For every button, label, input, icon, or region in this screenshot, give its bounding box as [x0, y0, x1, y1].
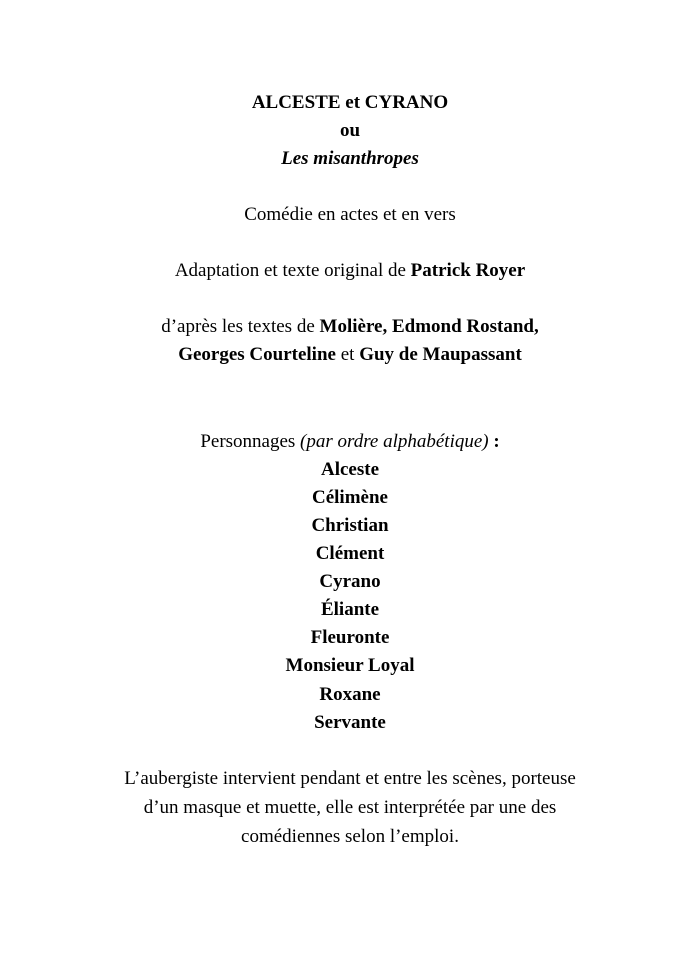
character-name: Monsieur Loyal — [285, 655, 415, 676]
title-conjunction: ou — [339, 120, 361, 141]
character-name: Clément — [315, 543, 385, 564]
note-line-1: L’aubergiste intervient pendant et entre les scènes, porteuse — [124, 768, 576, 789]
character-name: Célimène — [312, 487, 388, 508]
adaptation-line: Adaptation et texte original de Patrick Royer — [174, 260, 526, 281]
note-line-3: comédiennes selon l’emploi. — [241, 826, 459, 847]
sources-line-2: Georges Courteline et Guy de Maupassant — [178, 344, 522, 365]
character-name: Éliante — [320, 599, 380, 620]
title-main: ALCESTE et CYRANO — [251, 92, 449, 113]
character-name: Cyrano — [319, 571, 381, 592]
character-name: Alceste — [320, 459, 380, 480]
character-name: Roxane — [319, 684, 381, 705]
characters-heading: Personnages (par ordre alphabétique) : — [200, 431, 500, 452]
character-name: Christian — [311, 515, 389, 536]
genre-line: Comédie en actes et en vers — [244, 204, 456, 225]
note-line-2: d’un masque et muette, elle est interprétée par une des — [143, 797, 557, 818]
character-name: Servante — [314, 712, 386, 733]
title-subtitle: Les misanthropes — [281, 148, 419, 169]
sources-line-1: d’après les textes de Molière, Edmond Rostand, — [161, 316, 539, 337]
character-name: Fleuronte — [310, 627, 390, 648]
